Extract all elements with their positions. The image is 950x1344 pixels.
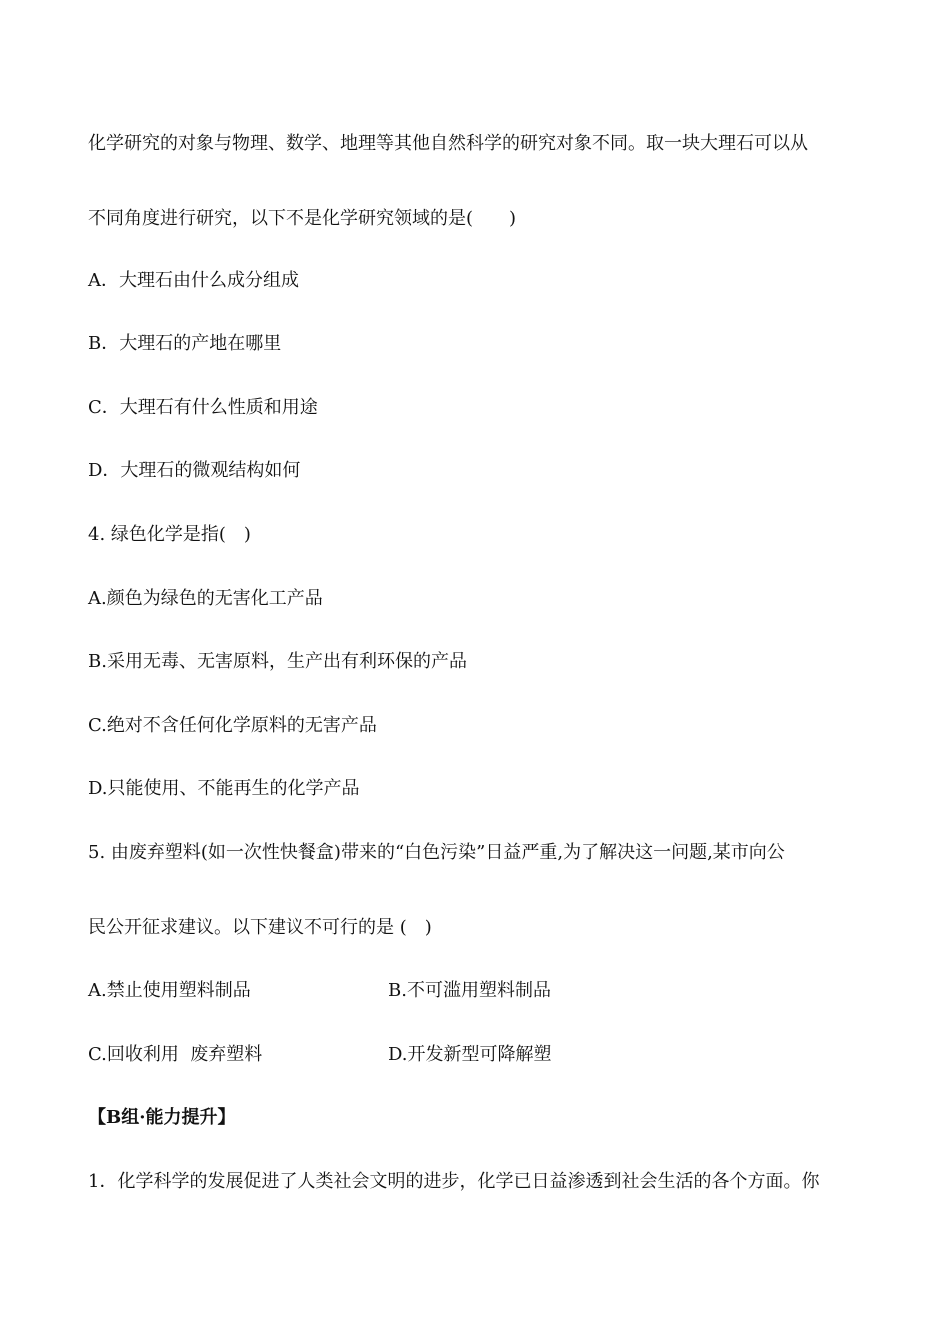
q4-option-a: A.颜色为绿色的无害化工产品 (88, 588, 323, 609)
q5-options-row2 (88, 1043, 552, 1067)
q4-option-b: B.采用无毒、无害原料，生产出有利环保的产品 (88, 651, 467, 672)
q3-option-c: C．大理石有什么性质和用途 (88, 397, 318, 418)
q3-option-d: D．大理石的微观结构如何 (88, 460, 301, 481)
q3-option-a: A．大理石由什么成分组成 (88, 270, 299, 291)
q4-option-c: C.绝对不含任何化学原料的无害产品 (88, 715, 377, 736)
q5-stem-line1: 5. 由废弃塑料(如一次性快餐盒)带来的“白色污染”日益严重,为了解决这一问题,某市向公 (88, 842, 785, 863)
q5-option-d: D.开发新型可降解塑 (388, 1044, 552, 1065)
section-b-heading: 【B组·能力提升】 (88, 1107, 236, 1128)
q5-options-row1 (88, 979, 551, 1003)
q3-option-b: B．大理石的产地在哪里 (88, 333, 282, 354)
q3-stem-line1: 化学研究的对象与物理、数学、地理等其他自然科学的研究对象不同。取一块大理石可以从 (88, 133, 808, 154)
q4-option-d: D.只能使用、不能再生的化学产品 (88, 778, 360, 799)
q5-option-c: C.回收利用 废弃塑料 (88, 1044, 263, 1065)
section-b-q1-line1: 1．化学科学的发展促进了人类社会文明的进步，化学已日益渗透到社会生活的各个方面。你 (88, 1171, 820, 1192)
q5-option-b: B.不可滥用塑料制品 (388, 980, 551, 1001)
q5-stem-line2: 民公开征求建议。以下建议不可行的是 ( ) (88, 917, 432, 938)
q4-stem: 4. 绿色化学是指( ) (88, 524, 251, 545)
q3-stem-line2: 不同角度进行研究，以下不是化学研究领域的是( ) (88, 208, 517, 229)
q5-option-a: A.禁止使用塑料制品 (88, 980, 251, 1001)
